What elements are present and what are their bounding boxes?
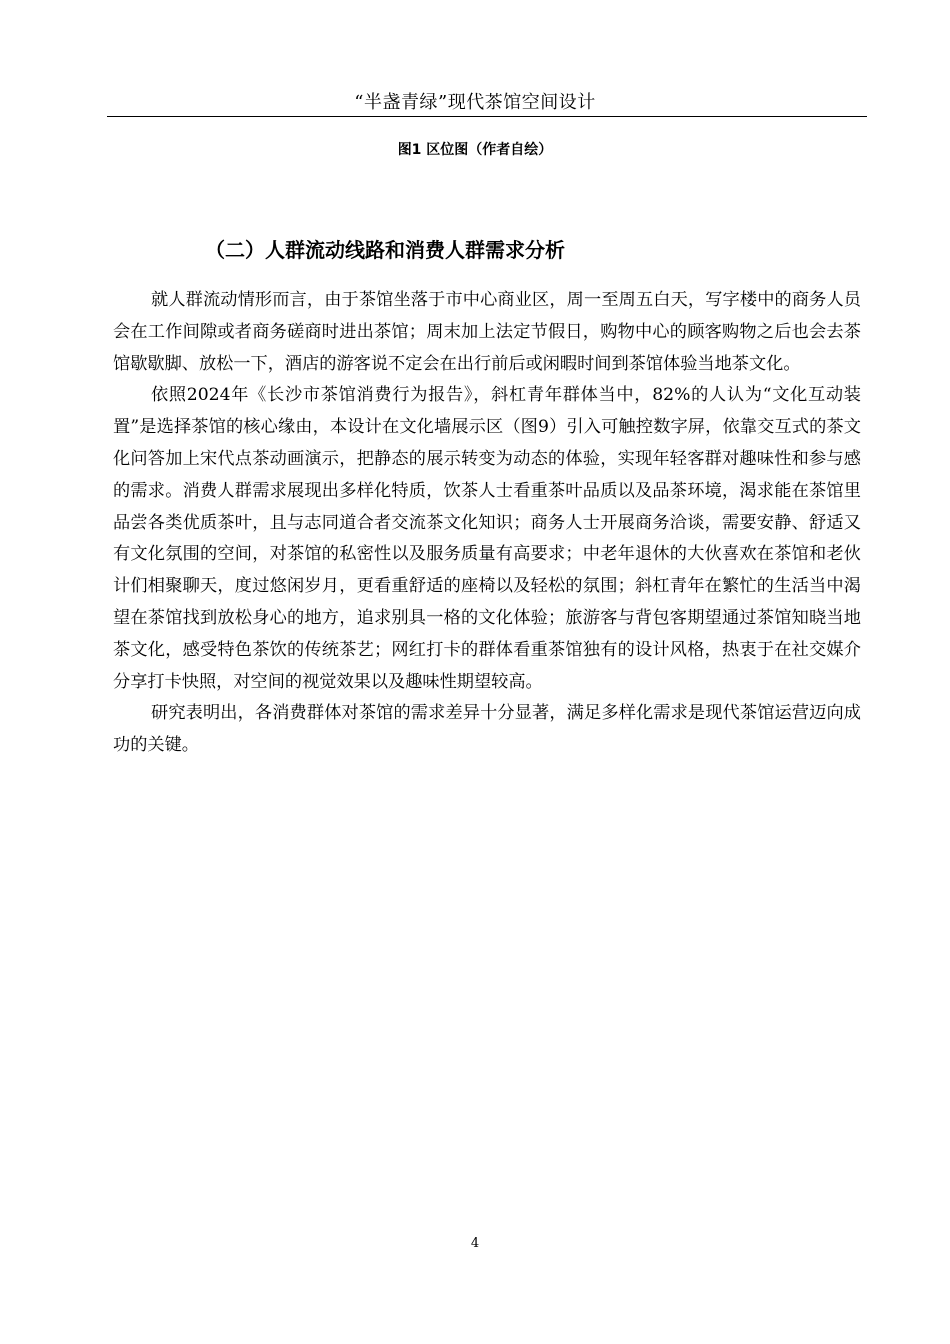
page-number: 4 bbox=[470, 1236, 480, 1251]
figure-caption: 图1 区位图（作者自绘） bbox=[397, 142, 553, 158]
paragraph-conclusion: 研究表明出，各消费群体对茶馆的需求差异十分显著，满足多样化需求是现代茶馆运营迈向成功的关键。 bbox=[113, 703, 861, 756]
section-heading: （二）人群流动线路和消费人群需求分析 bbox=[205, 238, 565, 262]
running-header-title: “半盏青绿”现代茶馆空间设计 bbox=[354, 92, 596, 113]
paragraph-consumer-needs: 依照2024年《长沙市茶馆消费行为报告》，斜杠青年群体当中，82%的人认为“文化互动装置”是选择茶馆的核心缘由，本设计在文化墙展示区（图9）引入可触控数字屏，依靠交互式的茶文化问答加上宋代点茶动画演示，把静态的展示转变为动态的体验，实现年轻客群对趣味性和参与感的需求。消费人群需求展现出多样化特质，饮茶人士看重茶叶品质以及品茶环境，渴求能在茶馆里品尝各类优质茶叶，且与志同道合者交流茶文化知识；商务人士开展商务洽谈，需要安静、舒适又有文化氛围的空间，对茶馆的私密性以及服务质量有高要求；中老年退休的大伙喜欢在茶馆和老伙计们相聚聊天，度过悠闲岁月，更看重舒适的座椅以及轻松的氛围；斜杠青年在繁忙的生活当中渴望在茶馆找到放松身心的地方，追求别具一格的文化体验；旅游客与背包客期望通过茶馆知晓当地茶文化，感受特色茶饮的传统茶艺；网红打卡的群体看重茶馆独有的设计风格，热衷于在社交媒介分享打卡快照，对空间的视觉效果以及趣味性期望较高。 bbox=[113, 385, 861, 692]
paragraph-crowd-flow: 就人群流动情形而言，由于茶馆坐落于市中心商业区，周一至周五白天，写字楼中的商务人员会在工作间隙或者商务磋商时进出茶馆；周末加上法定节假日，购物中心的顾客购物之后也会去茶馆歇歇脚、放松一下，酒店的游客说不定会在出行前后或闲暇时间到茶馆体验当地茶文化。 bbox=[113, 290, 861, 374]
body-text bbox=[113, 285, 861, 762]
header-divider bbox=[107, 116, 867, 117]
